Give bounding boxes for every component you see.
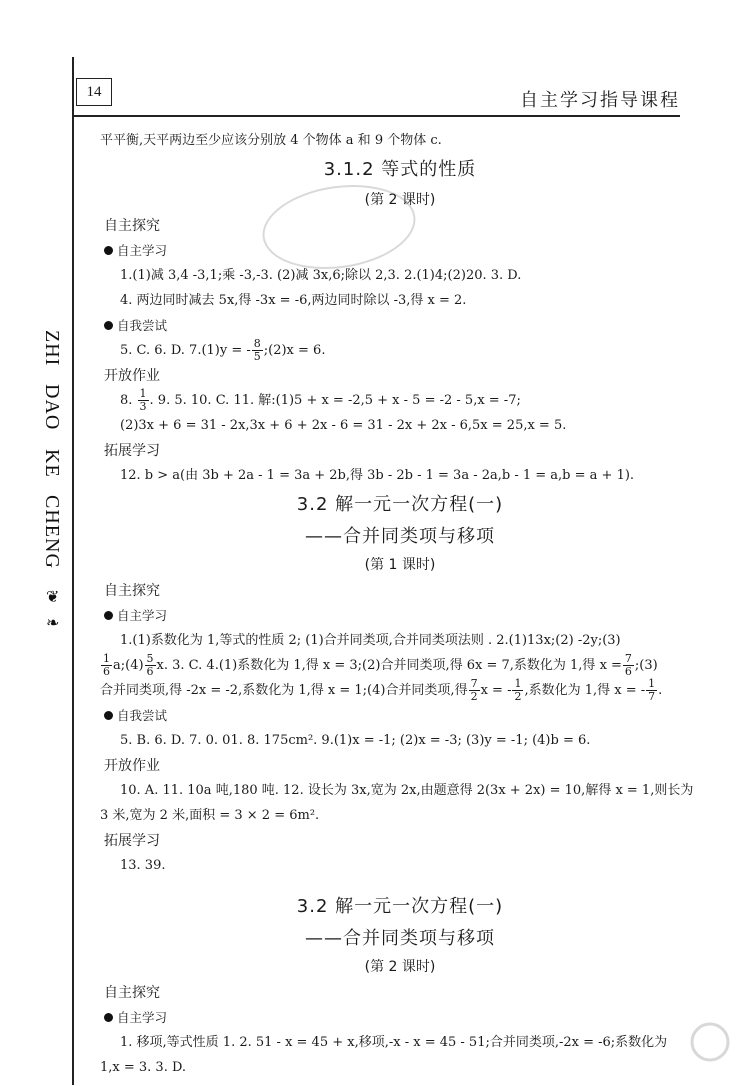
fraction-numerator: 1 <box>648 677 656 690</box>
section-subtitle: ——合并同类项与移项 <box>305 928 495 949</box>
fraction-denominator: 6 <box>103 665 110 678</box>
fraction <box>512 678 523 703</box>
running-title: 自主学习指导课程 <box>520 90 680 111</box>
subheading-label: 自主学习 <box>117 1010 168 1025</box>
book-logo-icon: ❧ <box>46 615 60 633</box>
watermark-logo <box>420 1012 740 1082</box>
page-number: 14 <box>76 78 112 106</box>
side-word: DAO <box>41 384 63 431</box>
heading-kaifang-zuoye: 开放作业 <box>104 758 160 774</box>
heading-zizhu-tanjiu: 自主探究 <box>104 583 160 599</box>
fraction <box>252 338 263 363</box>
fraction <box>145 653 156 678</box>
fraction-denominator: 5 <box>253 350 261 363</box>
bullet-icon <box>104 711 113 720</box>
answer-line: 13. 39. <box>120 858 166 873</box>
fraction-denominator: 3 <box>139 400 147 413</box>
fraction-numerator: 1 <box>103 652 110 665</box>
lesson-label: (第 2 课时) <box>364 192 436 208</box>
fraction-denominator: 7 <box>648 690 656 703</box>
answer-line: 1. 移项,等式性质 1. 2. 51 - x = 45 + x,移项,-x - x = 45 - 51;合并同类项,-2x = -6;系数化为 <box>120 1035 668 1050</box>
answer-text: a;(4) <box>113 658 144 673</box>
fraction-numerator: 7 <box>470 677 478 690</box>
answer-line <box>100 653 700 678</box>
answer-line: 1.(1)系数化为 1,等式的性质 2; (1)合并同类项,合并同类项法则 . 2.(1)13x;(2) -2y;(3) <box>120 633 621 648</box>
answer-line: 5. B. 6. D. 7. 0. 01. 8. 175cm². 9.(1)x = -1; (2)x = -3; (3)y = -1; (4)b = 6. <box>120 733 591 748</box>
answer-line: (2)3x + 6 = 31 - 2x,3x + 6 + 2x - 6 = 31 - 2x + 2x - 6,5x = 25,x = 5. <box>120 418 567 433</box>
fraction-denominator: 6 <box>146 665 154 678</box>
fraction-numerator: 7 <box>624 652 632 665</box>
fraction <box>646 678 657 703</box>
answer-text: . <box>658 683 663 698</box>
fraction-numerator: 8 <box>253 337 261 350</box>
bullet-icon <box>104 1013 113 1022</box>
answer-line <box>100 388 700 413</box>
fraction <box>623 653 634 678</box>
answer-text: ;(3) <box>634 658 658 673</box>
answer-text: ;(2)x = 6. <box>263 343 326 358</box>
section-subtitle: ——合并同类项与移项 <box>305 526 495 547</box>
heading-kaifang-zuoye: 开放作业 <box>104 368 160 384</box>
answer-content <box>100 128 700 1080</box>
answer-line: 3 米,宽为 2 米,面积 = 3 × 2 = 6m². <box>100 808 320 823</box>
answer-text: x. 3. C. 4.(1)系数化为 1,得 x = 3;(2)合并同类项,得 6x = 7,系数化为 1,得 x = <box>156 658 622 673</box>
bullet-icon <box>104 321 113 330</box>
subheading-label: 自主学习 <box>117 608 168 623</box>
subheading-ziwo-changshi <box>104 313 700 338</box>
side-word: CHENG <box>41 495 63 570</box>
subheading-zizhu-xuexi <box>104 603 700 628</box>
fraction-denominator: 2 <box>470 690 478 703</box>
section-title: 3.1.2 等式的性质 <box>323 159 477 180</box>
fraction <box>138 388 149 413</box>
fraction <box>469 678 480 703</box>
continuation-text: 平平衡,天平两边至少应该分别放 4 个物体 a 和 9 个物体 c. <box>100 133 442 148</box>
side-word: ZHI <box>41 330 63 367</box>
answer-text: 合并同类项,得 -2x = -2,系数化为 1,得 x = 1;(4)合并同类项,得 <box>100 683 468 698</box>
heading-zizhu-tanjiu: 自主探究 <box>104 218 160 234</box>
answer-line: 4. 两边同时减去 5x,得 -3x = -6,两边同时除以 -3,得 x = 2. <box>120 293 467 308</box>
answer-line <box>100 338 700 363</box>
fraction-numerator: 1 <box>514 677 522 690</box>
fraction-numerator: 5 <box>146 652 154 665</box>
side-word: KE <box>41 448 63 478</box>
subheading-label: 自主学习 <box>117 243 168 258</box>
subheading-zizhu-xuexi <box>104 238 700 263</box>
section-title: 3.2 解一元一次方程(一) <box>296 494 504 515</box>
heading-tuozhan-xuexi: 拓展学习 <box>104 833 160 849</box>
side-vertical-text <box>40 330 98 639</box>
watermark-logo-icon <box>420 1012 740 1082</box>
bullet-icon <box>104 246 113 255</box>
answer-text: 5. C. 6. D. 7.(1)y = - <box>120 343 251 358</box>
answer-line: 1.(1)减 3,4 -3,1;乘 -3,-3. (2)减 3x,6;除以 2,3. 2.(1)4;(2)20. 3. D. <box>120 268 522 283</box>
fraction-denominator: 6 <box>624 665 632 678</box>
lesson-label: (第 2 课时) <box>364 959 436 975</box>
answer-text: x = - <box>480 683 512 698</box>
answer-line: 10. A. 11. 10a 吨,180 吨. 12. 设长为 3x,宽为 2x,由题意得 2(3x + 2x) = 10,解得 x = 1,则长为 <box>120 783 694 798</box>
subheading-label: 自我尝试 <box>117 318 168 333</box>
answer-text: 8. <box>120 393 137 408</box>
answer-line: 12. b > a(由 3b + 2a - 1 = 3a + 2b,得 3b - 2b - 1 = 3a - 2a,b - 1 = a,b = a + 1). <box>120 468 635 483</box>
header-rule <box>72 115 680 117</box>
heading-tuozhan-xuexi: 拓展学习 <box>104 443 160 459</box>
heading-zizhu-tanjiu: 自主探究 <box>104 985 160 1001</box>
subheading-label: 自我尝试 <box>117 708 168 723</box>
section-title: 3.2 解一元一次方程(一) <box>296 896 504 917</box>
subheading-ziwo-changshi <box>104 703 700 728</box>
fraction-denominator: 2 <box>514 690 522 703</box>
answer-text: . 9. 5. 10. C. 11. 解:(1)5 + x = -2,5 + x - 5 = -2 - 5,x = -7; <box>149 393 521 408</box>
fraction-numerator: 1 <box>139 387 147 400</box>
answer-line: 1,x = 3. 3. D. <box>100 1060 187 1075</box>
bullet-icon <box>104 611 113 620</box>
answer-text: ,系数化为 1,得 x = - <box>524 683 646 698</box>
fraction <box>101 653 112 678</box>
lesson-label: (第 1 课时) <box>364 557 436 573</box>
answer-line <box>100 678 700 703</box>
leaf-ornament-icon: ❦ <box>46 589 60 607</box>
